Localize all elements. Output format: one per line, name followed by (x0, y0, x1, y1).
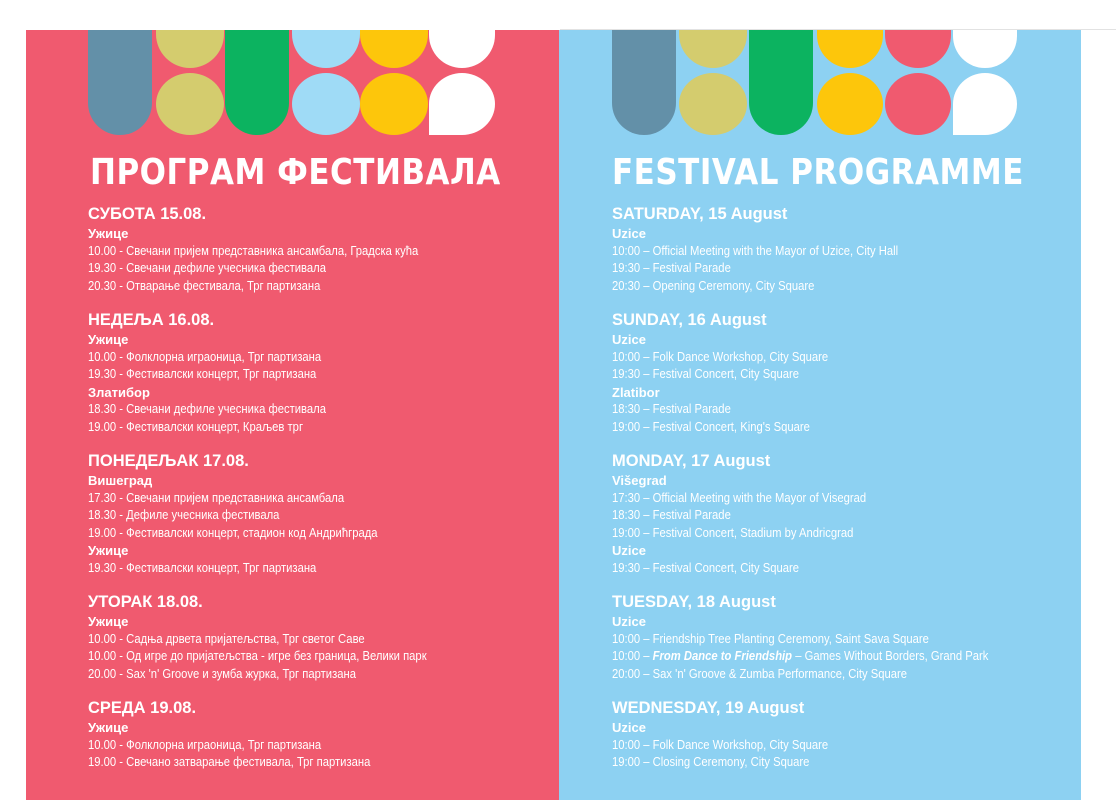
place-name: Ужице (88, 226, 129, 241)
schedule-item: 20.00 - Sax 'n' Groove и зумба журка, Трг партизана (88, 666, 356, 681)
schedule-item: 19:00 – Festival Concert, Stadium by Andricgrad (612, 525, 854, 540)
deco-circle (292, 73, 360, 135)
deco-half-circle (679, 30, 747, 68)
deco-half-circle (429, 30, 495, 68)
schedule-item: 17.30 - Свечани пријем представника ансамбала (88, 490, 345, 505)
deco-half-circle (292, 30, 360, 68)
schedule-item: 10.00 - Свечани пријем представника ансамбала, Градска кућа (88, 243, 419, 258)
place-name: Višegrad (612, 473, 667, 488)
schedule-item: 19.30 - Фестивалски концерт, Трг партизана (88, 560, 317, 575)
schedule-list (88, 204, 549, 787)
day-title: НЕДЕЉА 16.08. (88, 311, 215, 329)
day-block (88, 451, 549, 577)
deco-pill-shape (225, 30, 289, 135)
schedule-item: 18.30 - Свечани дефиле учесника фестивала (88, 402, 326, 416)
schedule-item: 20:30 – Opening Ceremony, City Square (612, 278, 815, 293)
schedule-item: 20.30 - Отварање фестивала, Трг партизана (88, 278, 321, 293)
schedule-list (612, 204, 1071, 787)
deco-half-circle (360, 30, 428, 68)
schedule-item: 19:00 – Closing Ceremony, City Square (612, 755, 810, 769)
deco-half-circle (885, 30, 951, 68)
deco-drop-shape (429, 73, 495, 135)
schedule-item: 10.00 - Садња дрвета пријатељства, Трг светог Саве (88, 631, 365, 646)
day-title: MONDAY, 17 August (612, 452, 771, 470)
place-name: Вишеград (88, 473, 153, 488)
day-block (612, 698, 1071, 772)
schedule-item: 10:00 – Folk Dance Workshop, City Square (612, 349, 829, 364)
deco-pill-shape (88, 30, 152, 135)
schedule-item: 10:00 – From Dance to Friendship – Games Without Borders, Grand Park (612, 649, 989, 663)
schedule-item: 17:30 – Official Meeting with the Mayor of Visegrad (612, 490, 867, 505)
day-block (88, 592, 549, 683)
serbian-programme-panel (26, 30, 559, 800)
place-name: Ужице (88, 614, 129, 629)
deco-half-circle (156, 30, 224, 68)
schedule-item: 10:00 – Folk Dance Workshop, City Square (612, 737, 829, 752)
schedule-item: 18:30 – Festival Parade (612, 508, 731, 522)
decorative-shapes (559, 30, 1081, 140)
schedule-item: 19.30 - Фестивалски концерт, Трг партизана (88, 367, 317, 381)
schedule-item: 19:30 – Festival Concert, City Square (612, 367, 799, 381)
schedule-item: 10.00 - Од игре до пријатељства - игре без граница, Велики парк (88, 649, 427, 663)
place-name: Ужице (88, 720, 129, 735)
deco-circle (885, 73, 951, 135)
day-title: WEDNESDAY, 19 August (612, 699, 805, 717)
schedule-item: 10.00 - Фолклорна играоница, Трг партизана (88, 737, 322, 752)
schedule-item: 19.30 - Свечани дефиле учесника фестивала (88, 261, 326, 275)
schedule-item: 10:00 – Official Meeting with the Mayor of Uzice, City Hall (612, 243, 899, 258)
place-name: Uzice (612, 614, 646, 629)
day-block (612, 451, 1071, 577)
day-block (612, 310, 1071, 436)
schedule-item: 10:00 – Friendship Tree Planting Ceremony, Saint Sava Square (612, 631, 929, 646)
place-name: Uzice (612, 543, 646, 558)
day-title: УТОРАК 18.08. (88, 593, 203, 611)
decorative-shapes (26, 30, 559, 140)
place-name: Uzice (612, 226, 646, 241)
deco-circle (156, 73, 224, 135)
place-name: Uzice (612, 332, 646, 347)
place-name: Ужице (88, 543, 129, 558)
deco-pill-shape (612, 30, 676, 135)
day-title: TUESDAY, 18 August (612, 593, 776, 611)
schedule-item: 19.00 - Свечано затварање фестивала, Трг партизана (88, 755, 371, 769)
schedule-item: 19:00 – Festival Concert, King's Square (612, 419, 810, 434)
day-title: SUNDAY, 16 August (612, 311, 767, 329)
day-title: ПОНЕДЕЉАК 17.08. (88, 452, 249, 470)
schedule-item: 19.00 - Фестивалски концерт, Краљев трг (88, 419, 304, 434)
deco-circle (817, 73, 883, 135)
place-name: Zlatibor (612, 384, 660, 400)
deco-half-circle (817, 30, 883, 68)
deco-drop-shape (953, 73, 1017, 135)
place-name: Uzice (612, 720, 646, 735)
schedule-item: 19:30 – Festival Concert, City Square (612, 560, 799, 575)
deco-half-circle (953, 30, 1017, 68)
event-title-emphasis: From Dance to Friendship (652, 649, 793, 663)
day-title: СРЕДА 19.08. (88, 699, 197, 717)
place-name: Ужице (88, 332, 129, 347)
day-title: SATURDAY, 15 August (612, 205, 788, 223)
deco-circle (679, 73, 747, 135)
day-block (88, 310, 549, 436)
schedule-item: 18.30 - Дефиле учесника фестивала (88, 508, 280, 522)
day-block (88, 204, 549, 295)
schedule-item: 19:30 – Festival Parade (612, 261, 731, 275)
schedule-item: 19.00 - Фестивалски концерт, стадион код Андрићграда (88, 525, 378, 540)
page-title: ПРОГРАМ ФЕСТИВАЛА (90, 152, 501, 194)
schedule-item: 18:30 – Festival Parade (612, 402, 731, 416)
day-block (612, 204, 1071, 295)
schedule-item: 10.00 - Фолклорна играоница, Трг партизана (88, 349, 322, 364)
day-title: СУБОТА 15.08. (88, 205, 207, 223)
day-block (88, 698, 549, 772)
deco-pill-shape (749, 30, 813, 135)
deco-circle (360, 73, 428, 135)
day-block (612, 592, 1071, 683)
place-name: Златибор (88, 384, 150, 400)
english-programme-panel (559, 30, 1081, 800)
page-title: FESTIVAL PROGRAMME (612, 152, 1024, 194)
schedule-item: 20:00 – Sax 'n' Groove & Zumba Performance, City Square (612, 666, 908, 681)
